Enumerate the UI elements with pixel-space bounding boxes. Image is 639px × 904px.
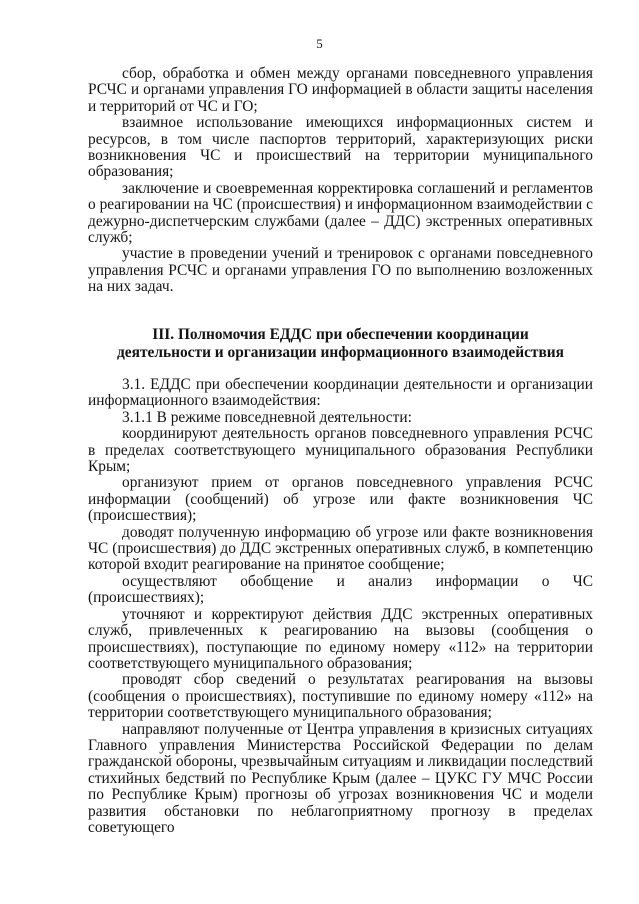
page-number: 5 [316,36,323,51]
paragraph: направляют полученные от Центра управления в кризисных ситуациях Главного управления Министерства Российской Федерации по делам гражданской обороны, чрезвычайным ситуациям и ликвидации последствий стихийных бедствий по Республике Крым (далее – ЦУКС ГУ МЧС России по Республике Крым) прогнозы об угрозах возникновения ЧС и модели развития обстановки по неблагоприятному прогнозу в пределах советующего [88,720,593,836]
paragraph: проводят сбор сведений о результатах реагирования на вызовы (сообщения о происшествиях), поступившие по единому номеру «112» на территории соответствующего муниципального образования; [88,671,593,722]
paragraph: осуществляют обобщение и анализ информации о ЧС (происшествиях); [88,572,593,607]
paragraph: сбор, обработка и обмен между органами повседневного управления РСЧС и органами управления ГО информацией в области защиты населения и территорий от ЧС и ГО; [88,65,593,115]
paragraph: 3.1.1 В режиме повседневной деятельности: [122,408,412,426]
section-heading-line-2: деятельности и организации информационного взаимодействия [117,344,564,361]
paragraph: заключение и своевременная корректировка соглашений и регламентов о реагировании на ЧС (происшествия) и информационном взаимодействии с дежурно-диспетчерским службами (далее – ДДС) экстренных оперативных служб; [88,179,593,247]
paragraph: организуют прием от органов повседневного управления РСЧС информации (сообщений) об угрозе или факте возникновения ЧС (происшествия); [88,474,593,525]
paragraph: 3.1. ЕДДС при обеспечении координации деятельности и организации информационного взаимодействия: [88,376,593,410]
paragraph: координируют деятельность органов повседневного управления РСЧС в пределах соответствующего муниципального образования Республики Крым; [88,425,593,476]
paragraph: доводят полученную информацию об угрозе или факте возникновения ЧС (происшествия) до ДДС экстренных оперативных служб, в компетенцию которой входит реагирование на принятое сообщение; [88,523,593,574]
section-heading [88,326,593,362]
section-body-text [88,377,593,836]
paragraph: участие в проведении учений и тренировок с органами повседневного управления РСЧС и органами управления ГО по выполнению возложенных на них задач. [88,245,593,296]
section-heading-line-1: III. Полномочия ЕДДС при обеспечении координации [152,326,529,343]
intro-text [88,66,593,296]
paragraph: взаимное использование имеющихся информационных систем и ресурсов, в том числе паспортов территорий, характеризующих риски возникновения ЧС и происшествий на территории муниципального образования; [88,114,593,181]
paragraph: уточняют и корректируют действия ДДС экстренных оперативных служб, привлеченных к реагированию на вызовы (сообщения о происшествиях), поступающие по единому номеру «112» на территории соответствующего муниципального образования; [88,605,593,672]
